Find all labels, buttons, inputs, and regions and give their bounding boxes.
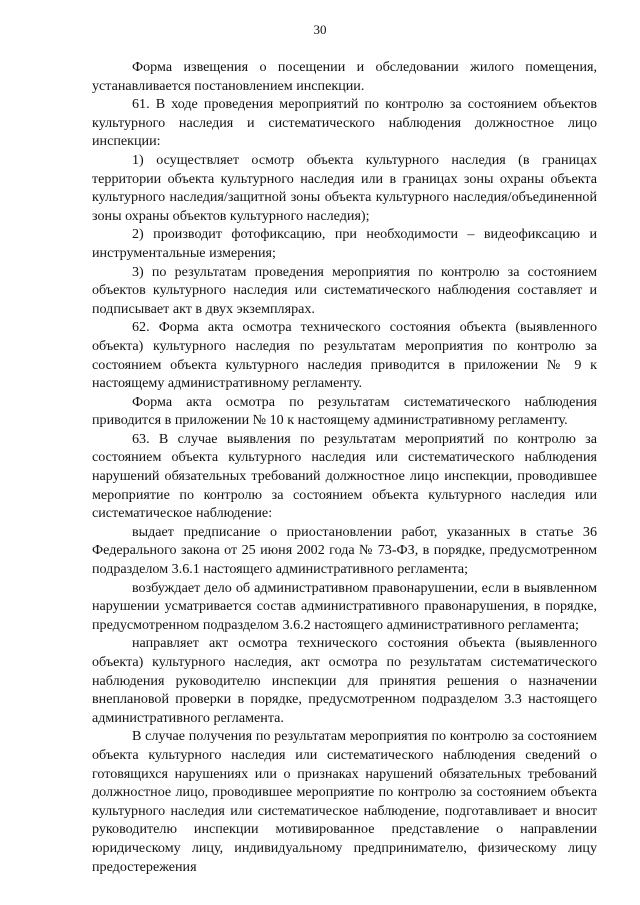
paragraph-notice-form: Форма извещения о посещении и обследовании жилого помещения, устанавливается постановлением инспекции. [92, 59, 597, 94]
paragraph-63-order: выдает предписание о приостановлении работ, указанных в статье 36 Федерального закона от 25 июня 2002 года № 73-ФЗ, в порядке, предусмотренном подразделом 3.6.1 настоящего административного регламента; [92, 523, 597, 578]
page-number: 30 [313, 22, 327, 37]
paragraph-61-item-3: 3) по результатам проведения мероприятия по контролю за состоянием объектов культурного наследия или систематического наблюдения составляет и подписывает акт в двух экземплярах. [92, 263, 597, 317]
document-body [92, 58, 597, 876]
paragraph-warning: В случае получения по результатам мероприятия по контролю за состоянием объекта культурного наследия или систематического наблюдения сведений о готовящихся нарушениях или о признаках нарушений обязательных требований должностное лицо, проводившее мероприятие по контролю за состоянием объекта культурного наследия или систематическое наблюдение, подготавливает и вносит руководителю инспекции мотивированное представление о направлении юридическому лицу, индивидуальному предпринимателю, физическому лицу предостережения [92, 728, 597, 875]
paragraph-63-act: направляет акт осмотра технического состояния объекта (выявленного объекта) культурного наследия, акт осмотра по результатам систематического наблюдения руководителю инспекции для принятия решения о назначении внеплановой проверки в порядке, предусмотренном подразделом 3.3 настоящего административного регламента. [92, 635, 597, 726]
paragraph-61-item-1: 1) осуществляет осмотр объекта культурного наследия (в границах территории объекта культурного наследия или в границах зоны охраны объекта культурного наследия/защитной зоны объекта культурного наследия/объединенной зоны охраны объектов культурного наследия); [92, 151, 597, 224]
paragraph-63-case: возбуждает дело об административном правонарушении, если в выявленном нарушении усматривается состав административного правонарушения, в порядке, предусмотренном подразделом 3.6.2 настоящего административного регламента; [92, 579, 597, 633]
paragraph-61-item-2: 2) производит фотофиксацию, при необходимости – видеофиксацию и инструментальные измерения; [92, 226, 597, 261]
paragraph-62-observation-form: Форма акта осмотра по результатам систематического наблюдения приводится в приложении № 10 к настоящему административному регламенту. [92, 393, 597, 429]
paragraph-62: 62. Форма акта осмотра технического состояния объекта (выявленного объекта) культурного наследия по результатам мероприятия по контролю за состоянием объекта культурного наследия приводится в приложении № 9 к настоящему административному регламенту. [92, 319, 597, 392]
paragraph-63: 63. В случае выявления по результатам мероприятий по контролю за состоянием объекта культурного наследия или систематического наблюдения нарушений обязательных требований должностное лицо инспекции, проводившее мероприятие по контролю за состоянием объекта культурного наследия или систематическое наблюдение: [92, 430, 597, 522]
paragraph-61: 61. В ходе проведения мероприятий по контролю за состоянием объектов культурного наследия и систематического наблюдения должностное лицо инспекции: [92, 96, 597, 150]
